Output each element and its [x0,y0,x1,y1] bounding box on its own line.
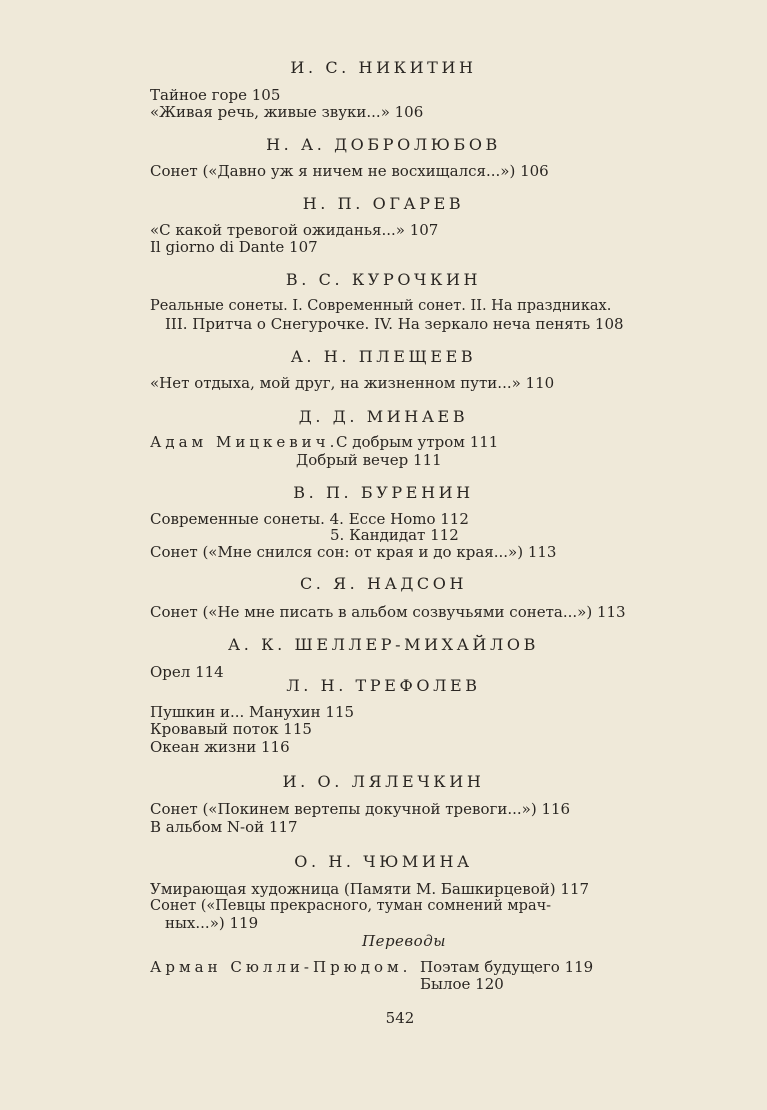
author-heading: Л. Н. ТРЕФОЛЕВ [286,676,481,695]
toc-entry: В альбом N-ой 117 [150,818,298,836]
toc-entry: Сонет («Не мне писать в альбом созвучьями сонета...») 113 [150,603,626,621]
toc-entry: «Живая речь, живые звуки...» 106 [150,103,424,121]
toc-entry: Современные сонеты. 4. Ecce Homo 112 [150,510,469,528]
toc-entry: Il giorno di Dante 107 [150,238,318,256]
author-heading: В. С. КУРОЧКИН [285,270,482,289]
author-heading: Н. П. ОГАРЕВ [302,194,465,213]
author-heading: И. С. НИКИТИН [290,58,477,77]
toc-entry: Былое 120 [420,975,504,993]
toc-entry: Сонет («Давно уж я ничем не восхищался...») 106 [150,162,549,180]
toc-entry: Умирающая художница (Памяти М. Башкирцевой) 117 [150,880,590,898]
toc-entry: Кровавый поток 115 [150,720,312,738]
author-heading: О. Н. ЧЮМИНА [294,852,473,871]
toc-entry: Арман Сюлли-Прюдом. [150,958,412,976]
toc-entry: Океан жизни 116 [150,738,290,756]
author-heading: Д. Д. МИНАЕВ [298,407,469,426]
toc-entry: Адам Мицкевич. [150,433,339,451]
toc-entry: Добрый вечер 111 [296,451,442,469]
author-heading: А. К. ШЕЛЛЕР-МИХАЙЛОВ [228,635,539,654]
author-heading: С. Я. НАДСОН [299,574,468,593]
author-heading: А. Н. ПЛЕЩЕЕВ [290,347,477,366]
page-number: 542 [385,1009,415,1027]
toc-entry: Поэтам будущего 119 [420,958,594,976]
author-heading: В. П. БУРЕНИН [293,483,474,502]
toc-entry: Тайное горе 105 [150,86,281,104]
toc-entry: Сонет («Мне снился сон: от края и до края...») 113 [150,543,557,561]
toc-entry: Орел 114 [150,663,224,681]
translations-heading: Переводы [362,932,446,950]
toc-entry: ных...») 119 [165,914,259,932]
toc-entry: С добрым утром 111 [336,433,499,451]
toc-entry: Пушкин и... Манухин 115 [150,703,355,721]
toc-entry: Реальные сонеты. I. Современный сонет. II. На праздниках. [150,298,612,314]
author-heading: И. О. ЛЯЛЕЧКИН [282,772,485,791]
toc-entry: Сонет («Певцы прекрасного, туман сомнений мрач- [150,898,552,914]
author-heading: Н. А. ДОБРОЛЮБОВ [266,135,501,154]
toc-entry: Сонет («Покинем вертепы докучной тревоги...») 116 [150,800,571,818]
toc-entry: «С какой тревогой ожиданья...» 107 [150,221,439,239]
toc-entry: III. Притча о Снегурочке. IV. На зеркало неча пенять 108 [165,315,624,333]
toc-entry: «Нет отдыха, мой друг, на жизненном пути...» 110 [150,374,555,392]
toc-entry: 5. Кандидат 112 [330,526,459,544]
